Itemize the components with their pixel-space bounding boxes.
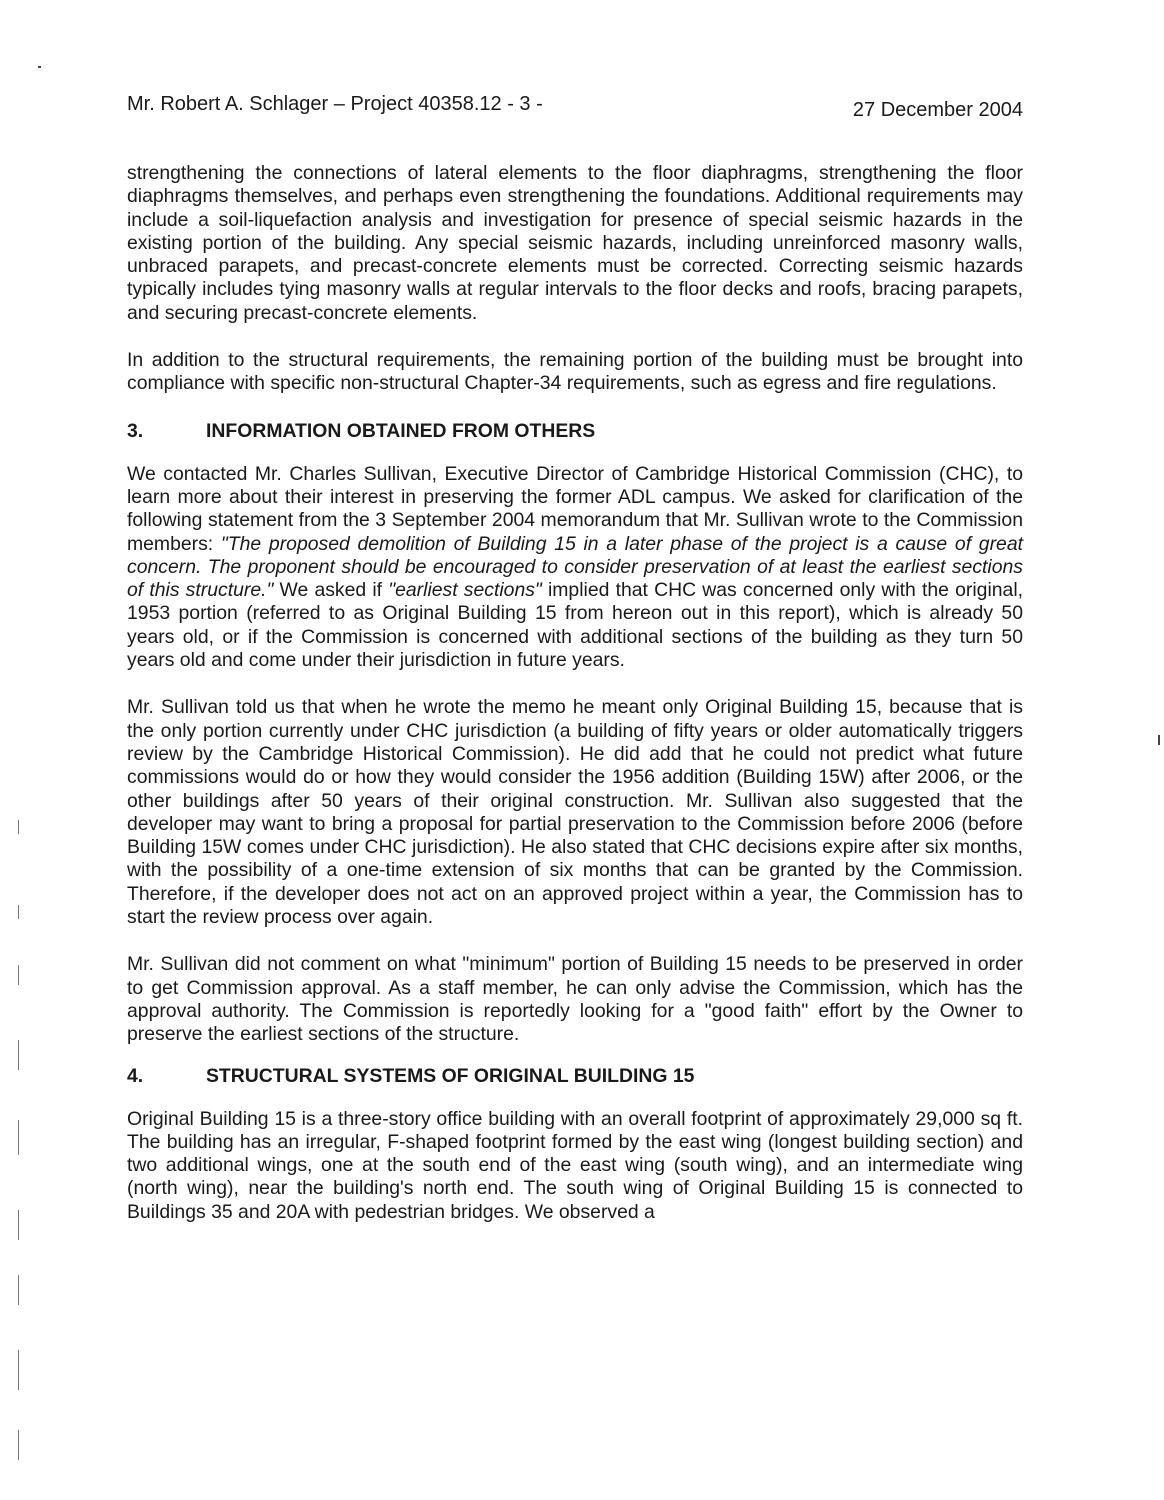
paragraph-minimum-portion: Mr. Sullivan did not comment on what "minimum" portion of Building 15 needs to be preserved in order to get Commission approval. As a staff member, he can only advise the Commission, which has the approval authority. The Commission is reportedly looking for a "good faith" effort by the Owner to preserve the earliest sections of the structure.	[127, 953, 1023, 1046]
paragraph-text: implied that CHC was concerned only with the original, 1953 portion (referred to as Original Building 15 from hereon out in this report), which is already 50 years old, or if the Commission is concerned with additional sections of the building as they turn 50 years old and come under their jurisdiction in future years.	[127, 579, 1024, 672]
scan-margin-mark	[18, 820, 19, 834]
section-3-number: 3.	[127, 419, 144, 442]
paragraph-text: We contacted Mr. Charles Sullivan, Executive Director of Cambridge Historical Commission (CHC), to learn more about their interest in preserving the former ADL campus. We asked for clarification of the following statement from the 3 September 2004 memorandum that Mr. Sullivan wrote to the Commission members:	[127, 462, 1023, 555]
header-addressee: Mr. Robert A. Schlager – Project 40358.12 - 3 -	[127, 93, 543, 115]
section-3-heading	[127, 420, 1023, 443]
section-4-heading	[127, 1065, 1023, 1088]
scan-margin-mark	[18, 1120, 19, 1155]
scan-margin-mark	[18, 1040, 19, 1070]
paragraph-structural-systems: Original Building 15 is a three-story office building with an overall footprint of approximately 29,000 sq ft. The building has an irregular, F-shaped footprint formed by the east wing (longest building section) and two additional wings, one at the south end of the east wing (south wing), and an intermediate wing (north wing), near the building's north end. The south wing of Original Building 15 is connected to Buildings 35 and 20A with pedestrian bridges. We observed a	[127, 1107, 1023, 1223]
scan-speck	[1158, 735, 1160, 745]
scan-speck	[38, 66, 41, 68]
scan-margin-mark	[18, 905, 19, 919]
scan-margin-mark	[18, 1430, 19, 1460]
paragraph-text: We asked if	[273, 579, 389, 602]
scan-margin-mark	[18, 1275, 19, 1305]
scan-margin-mark	[18, 1350, 19, 1390]
paragraph-chc-contact	[127, 463, 1023, 673]
paragraph-nonstructural: In addition to the structural requirements, the remaining portion of the building must be brought into compliance with specific non-structural Chapter-34 requirements, such as egress and fire regulations.	[127, 349, 1023, 395]
page-body	[127, 162, 1023, 1248]
section-3-title: INFORMATION OBTAINED FROM OTHERS	[206, 419, 596, 442]
header-date: 27 December 2004	[852, 99, 1023, 121]
paragraph-seismic: strengthening the connections of lateral elements to the floor diaphragms, strengthening the floor diaphragms themselves, and perhaps even strengthening the foundations. Additional requirements may include a soil-liquefaction analysis and investigation for presence of special seismic hazards in the existing portion of the building. Any special seismic hazards, including unreinforced masonry walls, unbraced parapets, and precast-concrete elements must be corrected. Correcting seismic hazards typically includes tying masonry walls at regular intervals to the floor decks and roofs, bracing parapets, and securing precast-concrete elements.	[127, 162, 1023, 324]
scan-margin-mark	[18, 965, 19, 985]
section-4-number: 4.	[127, 1064, 144, 1087]
paragraph-sullivan-memo: Mr. Sullivan told us that when he wrote the memo he meant only Original Building 15, because that is the only portion currently under CHC jurisdiction (a building of fifty years or older automatically triggers review by the Cambridge Historical Commission). He did add that he could not predict what future commissions would do or how they would consider the 1956 addition (Building 15W) after 2006, or the other buildings after 50 years of their original construction. Mr. Sullivan also suggested that the developer may want to bring a proposal for partial preservation to the Commission before 2006 (before Building 15W comes under CHC jurisdiction). He also stated that CHC decisions expire after six months, with the possibility of a one-time extension of six months that can be granted by the Commission. Therefore, if the developer does not act on an approved project within a year, the Commission has to start the review process over again.	[127, 696, 1023, 929]
earliest-sections-quote: "earliest sections"	[388, 579, 542, 602]
scan-margin-mark	[18, 1210, 19, 1240]
memo-quote: "The proposed demolition of Building 15 in a later phase of the project is a cause of great concern. The proponent should be encouraged to consider preservation of at least the earliest sections of this structure."	[127, 532, 1023, 602]
section-4-title: STRUCTURAL SYSTEMS OF ORIGINAL BUILDING 15	[206, 1064, 695, 1087]
